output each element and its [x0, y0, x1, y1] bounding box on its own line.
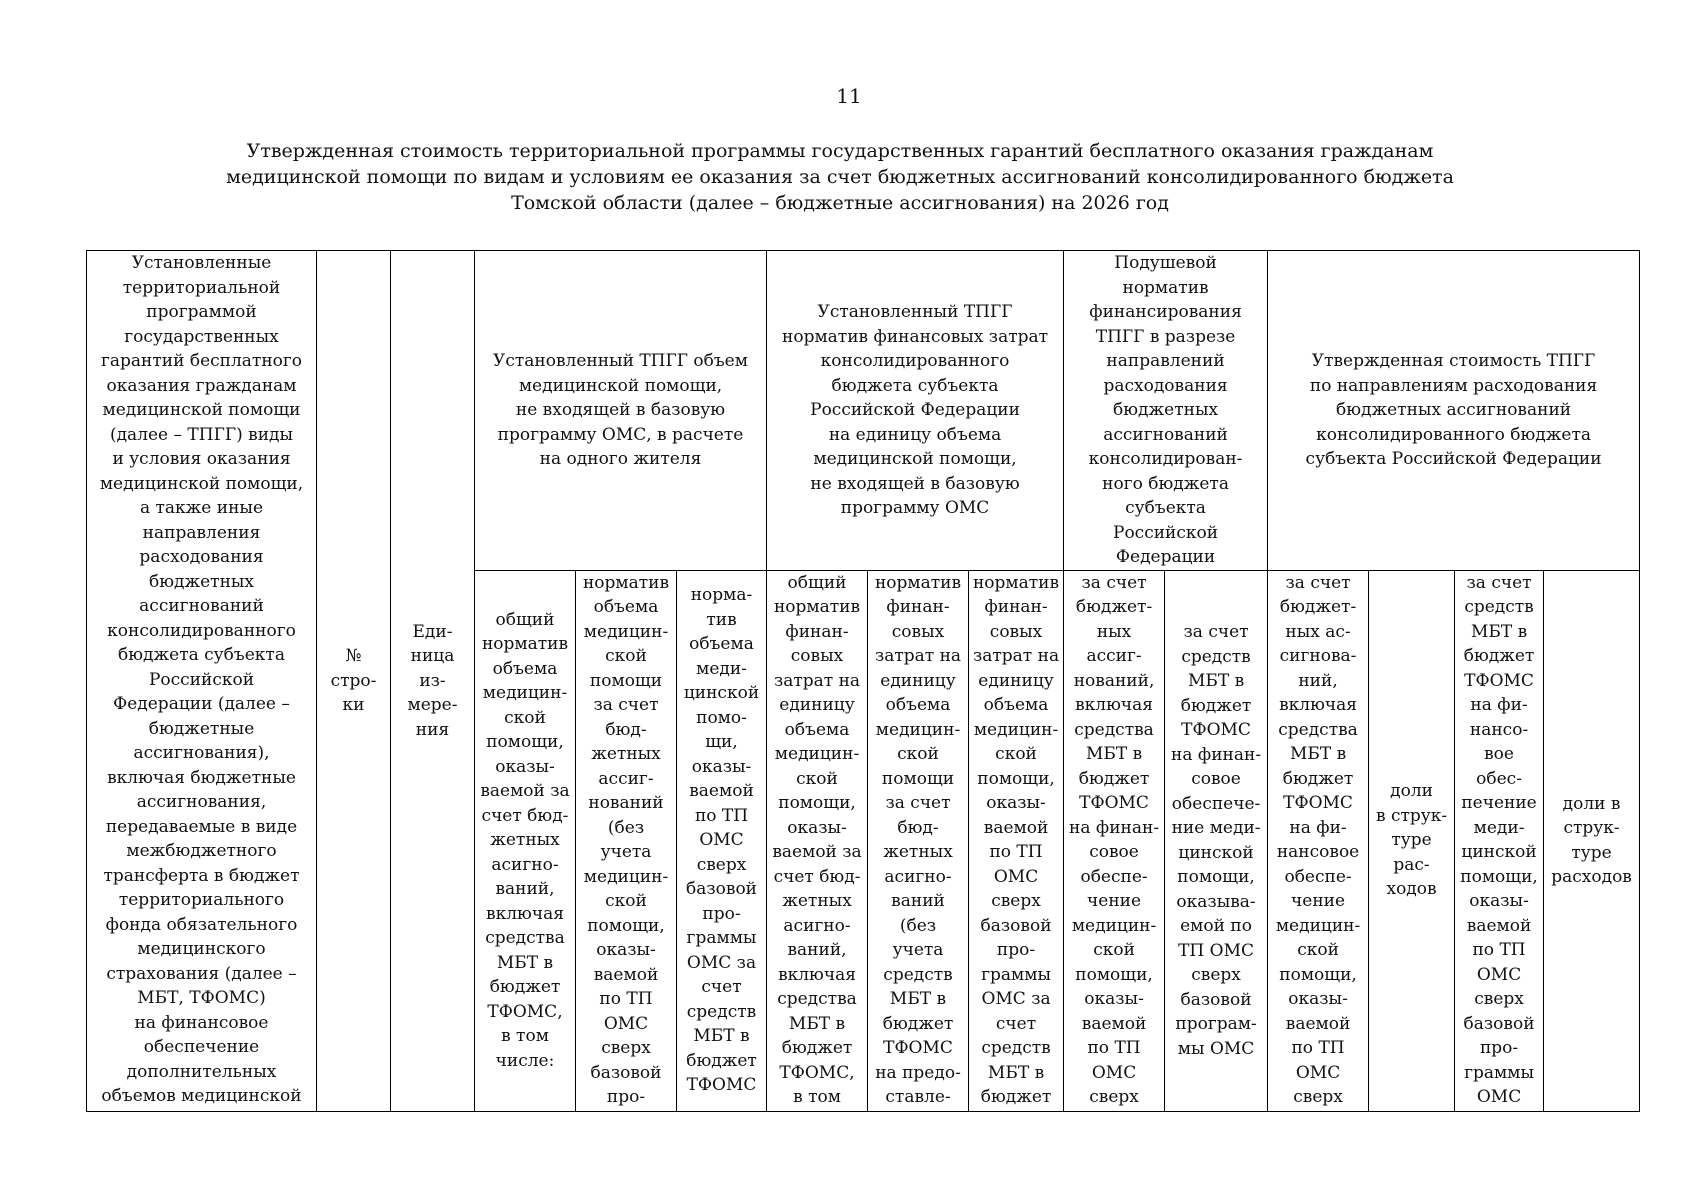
subheader-text: норматив финан- совых затрат на единицу объема медицин- ской помощи, оказы- ваемой по ТП ОМС сверх базовой про- граммы ОМС за счет средств МБТ в бюджет — [972, 572, 1060, 1107]
subheader-text: за счет бюджет- ных ассиг- нований, включая средства МБТ в бюджет ТФОМС на финан- совое обеспе- чение медицин- ской помощи, оказы- ваемой по ТП ОМС сверх — [1069, 572, 1160, 1107]
subheader-cost-budget-share — [1369, 570, 1455, 1111]
subheader-text: норматив финан- совых затрат на единицу объема медицин- ской помощи за счет бюд- жетных асигно- ваний (без учета средств МБТ в бюджет ТФОМС на предо- ставле- — [874, 572, 962, 1107]
title-line: медицинской помощи по видам и условиям ее оказания за счет бюджетных ассигнований консолидированного бюджета — [226, 166, 1454, 188]
header-volume-group-text: Установленный ТПГГ объем медицинской помощи, не входящей в базовую программу ОМС, в расчете на одного жителя — [493, 351, 748, 469]
subheader-mbt-cost-norm — [969, 570, 1064, 1111]
subheader-text: общий норматив объема медицин- ской помощи, оказы- ваемой за счет бюд- жетных асигно- ваний, включая средства МБТ в бюджет ТФОМС, в том числе: — [480, 609, 570, 1071]
header-cost-group — [1268, 251, 1640, 571]
subheader-text: за счет средств МБТ в бюджет ТФОМС на финан- совое обеспече- ние меди- цинской помощи, оказыва- емой по ТП ОМС сверх базовой програм- мы ОМС — [1171, 622, 1262, 1059]
subheader-cost-mbt — [1455, 570, 1544, 1111]
header-volume-group — [475, 251, 767, 571]
header-row-number — [317, 251, 391, 1112]
subheader-text: за счет средств МБТ в бюджет ТФОМС на фи- нансо- вое обес- печение меди- цинской помощи, оказы- ваемой по ТП ОМС сверх базовой про- граммы ОМС — [1460, 572, 1538, 1107]
subheader-text: доли в струк- туре расходов — [1551, 793, 1632, 887]
header-cost-group-text: Утвержденная стоимость ТПГГ по направлениям расходования бюджетных ассигнований консолидированного бюджета субъекта Российской Федерации — [1305, 351, 1602, 469]
header-service-type-text: Установленные территориальной программой государственных гарантий бесплатного оказания гражданам медицинской помощи (далее – ТПГГ) виды и условия оказания медицинской помощи, а также иные направления расходования бюджетных ассигнований консолидированного бюджета субъекта Российской Федерации (далее – бюджетные ассигнования), включая бюджетные ассигнования, передаваемые в виде межбюджетного трансферта в бюджет территориального фонда обязательного медицинского страхования (далее – МБТ, ТФОМС) на финансовое обеспечение дополнительных объемов медицинской — [99, 253, 304, 1106]
subheader-budget-cost-norm — [868, 570, 969, 1111]
subheader-text: за счет бюджет- ных ас- сигнова- ний, включая средства МБТ в бюджет ТФОМС на фи- нансовое обеспе- чение медицин- ской помощи, оказы- ваемой по ТП ОМС сверх — [1275, 572, 1361, 1107]
document-title — [180, 138, 1500, 216]
subheader-per-capita-mbt — [1165, 570, 1268, 1111]
header-norm-group — [767, 251, 1064, 571]
header-row-number-text: № стро- ки — [330, 646, 377, 715]
header-unit — [391, 251, 475, 1112]
title-line: Томской области (далее – бюджетные ассигнования) на 2026 год — [511, 192, 1169, 214]
subheader-text: норма- тив объема меди- цинской помо- щи, оказы- ваемой по ТП ОМС сверх базовой про- граммы ОМС за счет средств МБТ в бюджет ТФОМС — [683, 585, 760, 1096]
header-norm-group-text: Установленный ТПГГ норматив финансовых затрат консолидированного бюджета субъекта Российской Федерации на единицу объема медицинской помощи, не входящей в базовую программу ОМС — [782, 302, 1049, 518]
title-line: Утвержденная стоимость территориальной программы государственных гарантий бесплатного оказания гражданам — [246, 140, 1434, 162]
header-per-capita-group-text: Подушевой норматив финансирования ТПГГ в разрезе направлений расходования бюджетных ассигнований консолидирован- ного бюджета субъекта Российской Федерации — [1088, 253, 1243, 567]
subheader-cost-mbt-share — [1544, 570, 1640, 1111]
subheader-cost-budget — [1268, 570, 1369, 1111]
subheader-text: норматив объема медицин- ской помощи за счет бюд- жетных ассиг- нований (без учета медицин- ской помощи, оказы- ваемой по ТП ОМС сверх базовой про- — [582, 572, 670, 1107]
subheader-text: доли в струк- туре рас- ходов — [1375, 781, 1448, 900]
subheader-budget-volume-norm — [576, 570, 677, 1111]
header-service-type — [87, 251, 317, 1112]
header-unit-text: Еди- ница из- мере- ния — [407, 621, 458, 740]
header-per-capita-group — [1064, 251, 1268, 571]
page-number: 11 — [836, 84, 862, 108]
subheader-text: общий норматив финан- совых затрат на единицу объема медицин- ской помощи, оказы- ваемой за счет бюд- жетных асигно- ваний, включая средства МБТ в бюджет ТФОМС, в том — [772, 572, 862, 1107]
subheader-mbt-volume-norm — [677, 570, 767, 1111]
subheader-total-cost-norm — [767, 570, 868, 1111]
subheader-per-capita-budget — [1064, 570, 1165, 1111]
subheader-total-volume-norm — [475, 570, 576, 1111]
cost-table — [86, 250, 1640, 1112]
